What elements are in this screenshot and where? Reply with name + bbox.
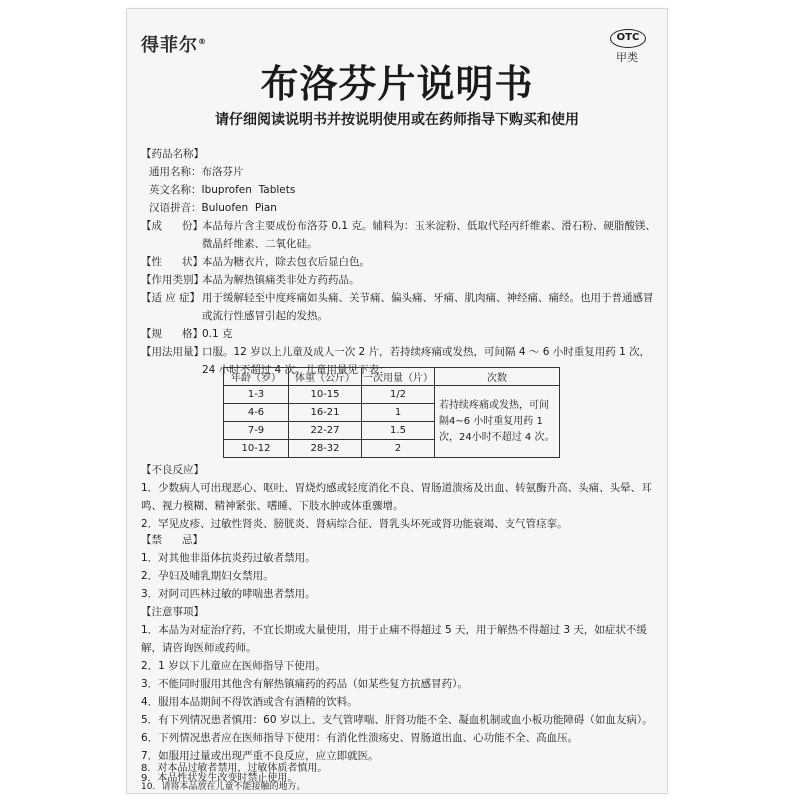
age-cell: 7-9 bbox=[224, 422, 289, 440]
dose-cell: 1/2 bbox=[362, 386, 435, 404]
contra-item: 1．对其他非甾体抗炎药过敏者禁用。 bbox=[141, 552, 316, 564]
weight-cell: 28-32 bbox=[289, 440, 362, 458]
common-name-label: 通用名称： bbox=[149, 166, 202, 178]
common-name-row bbox=[149, 163, 244, 181]
indication-row bbox=[141, 289, 656, 322]
character-label: 【性 状】 bbox=[141, 256, 204, 268]
english-name-row bbox=[149, 181, 295, 199]
table-row bbox=[224, 386, 560, 404]
composition-text: 本品每片含主要成份布洛芬 0.1 克。辅料为：玉米淀粉、低取代羟丙纤维素、滑石粉、硬脂酸镁、微晶纤维素、二氧化硅。 bbox=[202, 220, 656, 250]
caution-item: 1．本品为对症治疗药，不宜长期或大量使用，用于止痛不得超过 5 天，用于解热不得超过 3 天，如症状不缓解，请咨询医师或药师。 bbox=[141, 624, 647, 654]
dose-cell: 1 bbox=[362, 404, 435, 422]
contra-heading: 【禁 忌】 bbox=[141, 534, 204, 546]
brand-name: 得菲尔 bbox=[141, 35, 198, 56]
character-row bbox=[141, 253, 656, 271]
composition-row bbox=[141, 217, 656, 250]
otc-badge: OTC bbox=[610, 29, 646, 48]
caution-item: 3．不能同时服用其他含有解热镇痛药的药品（如某些复方抗感冒药）。 bbox=[141, 678, 468, 690]
spec-text: 0.1 克 bbox=[202, 328, 233, 340]
common-name-value: 布洛芬片 bbox=[201, 166, 244, 178]
pinyin-row bbox=[149, 199, 277, 217]
english-name-label: 英文名称： bbox=[149, 184, 202, 196]
age-cell: 10-12 bbox=[224, 440, 289, 458]
indication-text: 用于缓解轻至中度疼痛如头痛、关节痛、偏头痛、牙痛、肌肉痛、神经痛、痛经。也用于普通感冒或流行性感冒引起的发热。 bbox=[202, 292, 654, 322]
caution-item: 8．对本品过敏者禁用，过敏体质者慎用。 bbox=[141, 763, 328, 774]
dose-cell: 1.5 bbox=[362, 422, 435, 440]
age-cell: 4-6 bbox=[224, 404, 289, 422]
usage-text: 口服。12 岁以上儿童及成人一次 2 片，若持续疼痛或发热，可间隔 4 ～ 6 小时重复用药 1 次，24 小时不超过 4 次。儿童用量见下表： bbox=[202, 346, 651, 376]
leaflet-page bbox=[126, 8, 668, 794]
composition-label: 【成 份】 bbox=[141, 220, 204, 232]
age-cell: 1-3 bbox=[224, 386, 289, 404]
caution-item: 6．下列情况患者应在医师指导下使用：有消化性溃疡史、胃肠道出血、心功能不全、高血压。 bbox=[141, 732, 579, 744]
weight-cell: 22-27 bbox=[289, 422, 362, 440]
registered-mark: ® bbox=[198, 37, 207, 46]
caution-item: 7．如服用过量或出现严重不良反应，应立即就医。 bbox=[141, 750, 379, 762]
category-row bbox=[141, 271, 656, 289]
dose-cell: 2 bbox=[362, 440, 435, 458]
category-label: 【作用类别】 bbox=[141, 274, 204, 286]
caution-item: 5．有下列情况患者慎用：60 岁以上、支气管哮喘、肝肾功能不全、凝血机制或血小板功能障碍（如血友病）。 bbox=[141, 714, 653, 726]
spec-label: 【规 格】 bbox=[141, 328, 204, 340]
caution-item: 10．请将本品放在儿童不能接触的地方。 bbox=[141, 782, 306, 792]
adverse-item: 2．罕见皮疹、过敏性肾炎、膀胱炎、肾病综合征、肾乳头坏死或肾功能衰竭、支气管痉挛。 bbox=[141, 518, 568, 530]
english-name-value: Ibuprofen Tablets bbox=[201, 184, 296, 196]
category-text: 本品为解热镇痛类非处方药药品。 bbox=[202, 274, 360, 286]
contra-item: 2．孕妇及哺乳期妇女禁用。 bbox=[141, 570, 274, 582]
adverse-item: 1．少数病人可出现恶心、呕吐、胃烧灼感或轻度消化不良、胃肠道溃疡及出血、转氨酶升高、头痛、头晕、耳鸣、视力模糊、精神紧张、嗜睡、下肢水肿或体重骤增。 bbox=[141, 482, 652, 512]
child-dose-table bbox=[223, 367, 560, 458]
col-age: 年龄（岁） bbox=[224, 368, 289, 386]
pinyin-label: 汉语拼音： bbox=[149, 202, 202, 214]
spec-row bbox=[141, 325, 656, 343]
indication-label: 【适 应 症】 bbox=[141, 292, 201, 304]
document-title: 布洛芬片说明书 bbox=[260, 62, 534, 106]
drug-name-heading: 【药品名称】 bbox=[141, 148, 204, 160]
col-dose: 一次用量（片） bbox=[362, 368, 435, 386]
caution-item: 4．服用本品期间不得饮酒或含有酒精的饮料。 bbox=[141, 696, 358, 708]
contra-item: 3．对阿司匹林过敏的哮喘患者禁用。 bbox=[141, 588, 316, 600]
col-frequency: 次数 bbox=[435, 368, 560, 386]
dose-table-header bbox=[224, 368, 560, 386]
usage-label: 【用法用量】 bbox=[141, 346, 204, 358]
col-weight: 体重（公斤） bbox=[289, 368, 362, 386]
weight-cell: 10-15 bbox=[289, 386, 362, 404]
document-subtitle: 请仔细阅读说明书并按说明使用或在药师指导下购买和使用 bbox=[215, 112, 579, 128]
caution-item: 9．本品性状发生改变时禁止使用。 bbox=[141, 773, 298, 784]
caution-item: 2．1 岁以下儿童应在医师指导下使用。 bbox=[141, 660, 326, 672]
otc-class: 甲类 bbox=[616, 51, 638, 64]
adverse-heading: 【不良反应】 bbox=[141, 464, 204, 476]
weight-cell: 16-21 bbox=[289, 404, 362, 422]
frequency-note: 若持续疼痛或发热，可间隔4~6 小时重复用药 1 次，24小时不超过 4 次。 bbox=[435, 386, 560, 458]
pinyin-value: Buluofen Pian bbox=[201, 202, 277, 214]
usage-row bbox=[141, 343, 656, 376]
caution-heading: 【注意事项】 bbox=[141, 606, 204, 618]
character-text: 本品为糖衣片，除去包衣后显白色。 bbox=[202, 256, 370, 268]
